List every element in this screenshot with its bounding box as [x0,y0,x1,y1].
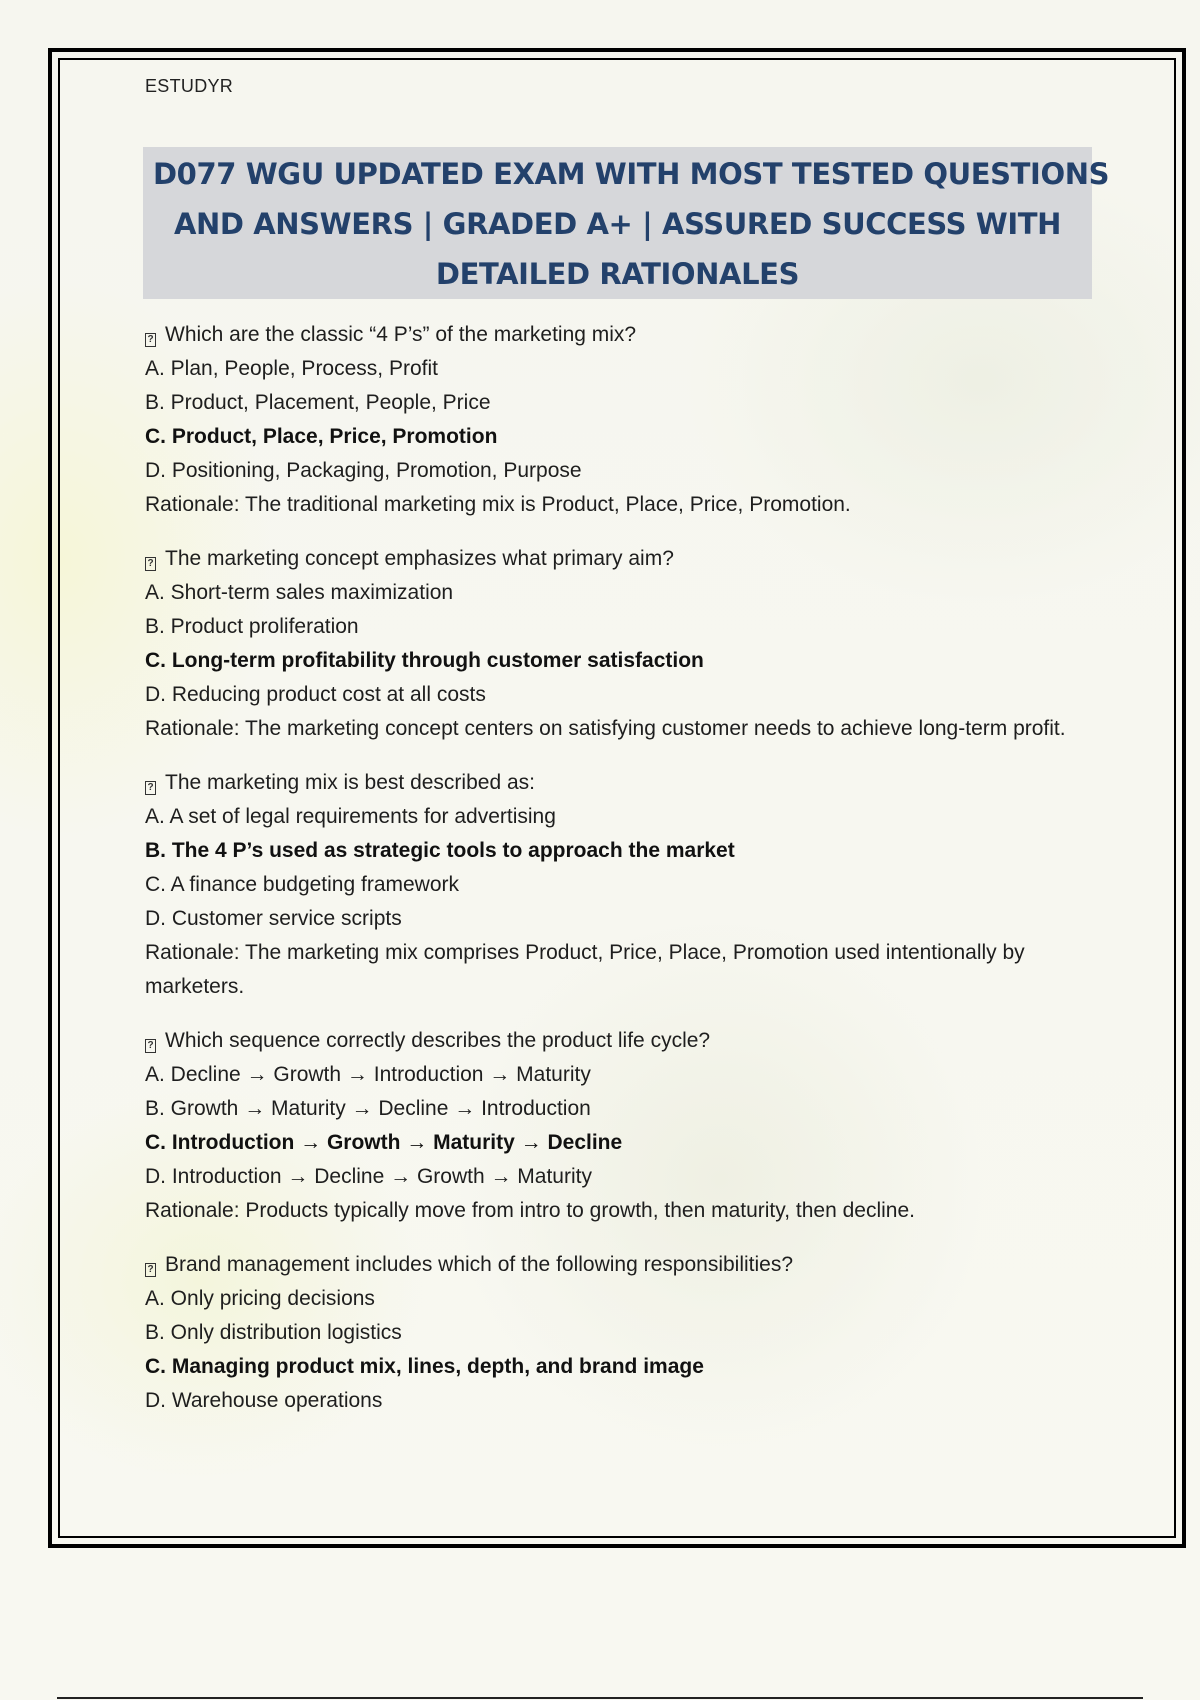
question-box-icon: ? [145,781,156,795]
title-banner [143,147,1110,299]
question-list [145,318,1085,1438]
question-box-icon: ? [145,557,156,571]
question-box-icon: ? [145,1039,156,1053]
answer-option-correct: C. Introduction → Growth → Maturity → Decline [145,1131,623,1154]
brand-name: ESTUDYR [145,76,234,96]
question-text: ? The marketing concept emphasizes what primary aim? [145,542,1085,576]
answer-option: B. Product proliferation [145,615,359,638]
question-text: ? Brand management includes which of the following responsibilities? [145,1248,1085,1282]
rationale-text: Rationale: The marketing mix comprises Product, Price, Place, Promotion used intentionally by marketers. [145,941,1025,998]
footer-divider [57,1697,1143,1699]
answer-option: D. Reducing product cost at all costs [145,683,486,706]
answer-option: C. A finance budgeting framework [145,873,460,896]
title-line: AND ANSWERS | GRADED A+ | ASSURED SUCCESS WITH [173,207,1061,241]
answer-option: D. Customer service scripts [145,907,402,930]
question-block [145,1248,1085,1418]
question-block [145,766,1085,1004]
rationale-text: Rationale: The marketing concept centers on satisfying customer needs to achieve long-term profit. [145,717,1066,740]
question-box-icon: ? [145,333,156,347]
question-text: ? Which are the classic “4 P’s” of the marketing mix? [145,318,1085,352]
question-text: ? The marketing mix is best described as: [145,766,1085,800]
answer-option: A. Only pricing decisions [145,1287,375,1310]
answer-option: B. Growth → Maturity → Decline → Introduction [145,1097,591,1120]
question-text: ? Which sequence correctly describes the product life cycle? [145,1024,1085,1058]
answer-option: B. Only distribution logistics [145,1321,402,1344]
question-block [145,1024,1085,1228]
answer-option: A. A set of legal requirements for advertising [145,805,556,828]
answer-option: A. Decline → Growth → Introduction → Maturity [145,1063,591,1086]
question-box-icon: ? [145,1263,156,1277]
answer-option: A. Short-term sales maximization [145,581,454,604]
answer-option-correct: C. Product, Place, Price, Promotion [145,425,498,448]
title-line: D077 WGU UPDATED EXAM WITH MOST TESTED QUESTIONS [153,157,1110,191]
question-block [145,318,1085,522]
rationale-text: Rationale: Products typically move from intro to growth, then maturity, then decline. [145,1199,915,1222]
answer-option: D. Introduction → Decline → Growth → Maturity [145,1165,592,1188]
answer-option: A. Plan, People, Process, Profit [145,357,438,380]
answer-option: D. Warehouse operations [145,1389,383,1412]
answer-option: B. Product, Placement, People, Price [145,391,491,414]
rationale-text: Rationale: The traditional marketing mix is Product, Place, Price, Promotion. [145,493,851,516]
answer-option-correct: C. Long-term profitability through customer satisfaction [145,649,704,672]
answer-option-correct: B. The 4 P’s used as strategic tools to approach the market [145,839,735,862]
question-block [145,542,1085,746]
title-line: DETAILED RATIONALES [435,257,800,291]
answer-option-correct: C. Managing product mix, lines, depth, and brand image [145,1355,704,1378]
answer-option: D. Positioning, Packaging, Promotion, Purpose [145,459,582,482]
